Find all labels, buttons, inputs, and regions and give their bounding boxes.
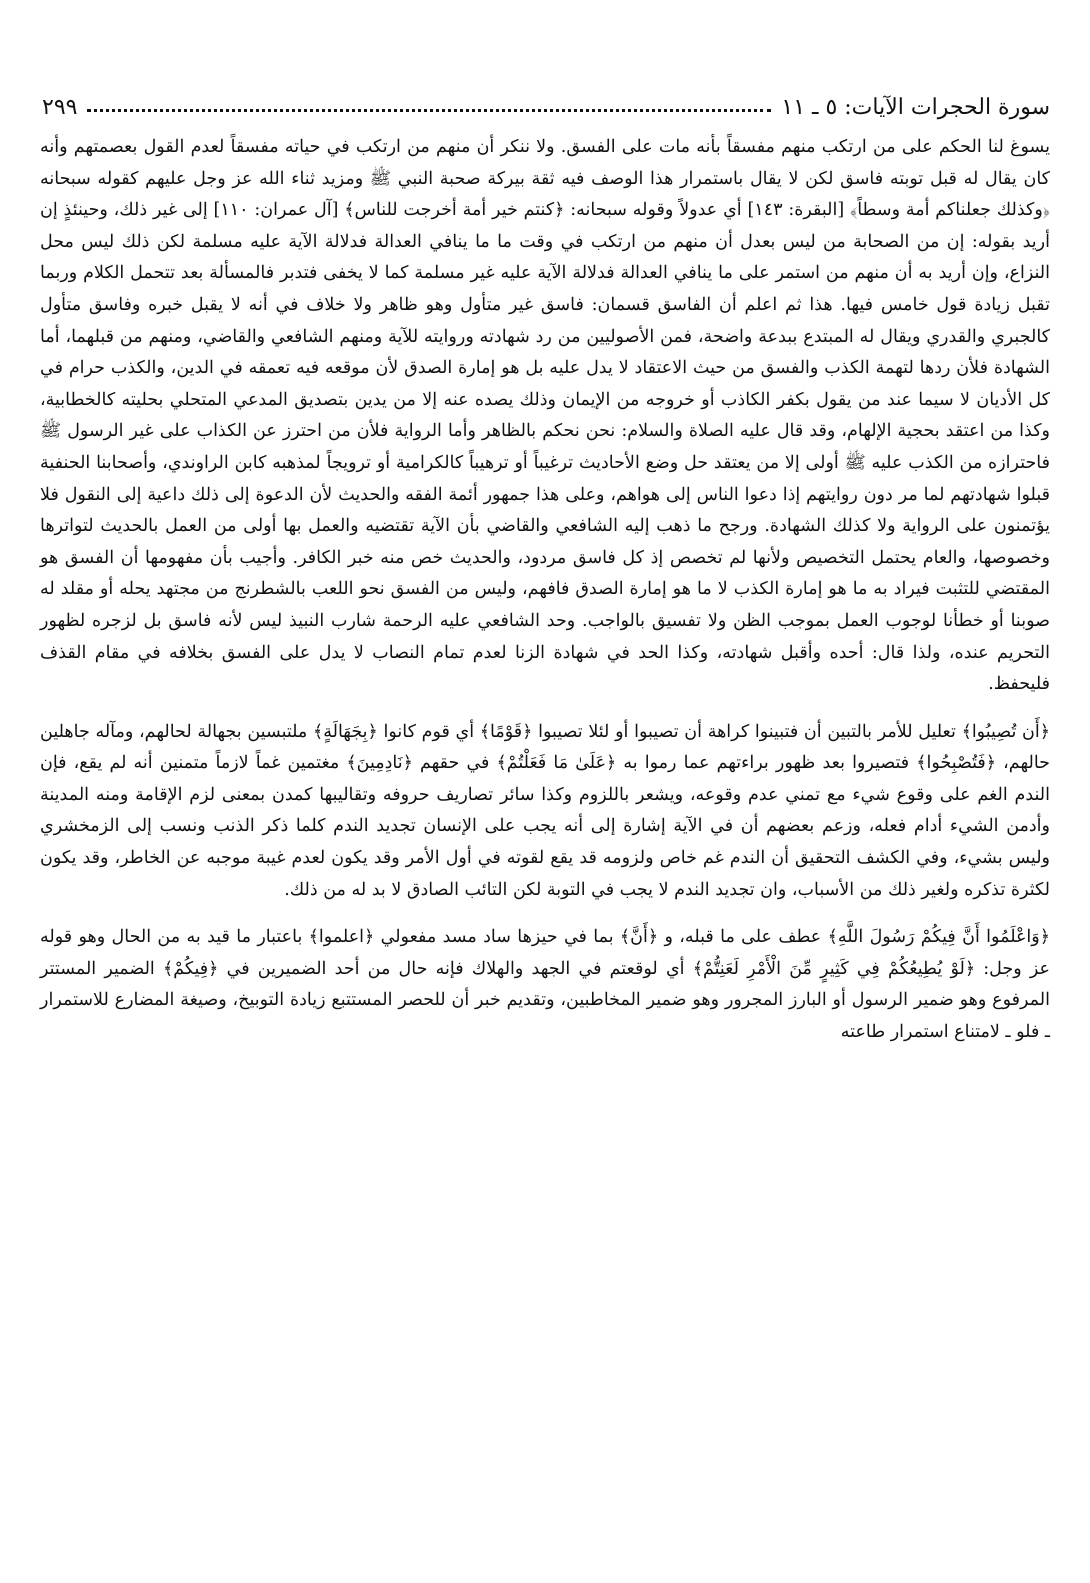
paragraph-commentary-3: ﴿وَاعْلَمُوا أَنَّ فِيكُمْ رَسُولَ اللَّهِ﴾ عطف على ما قبله، و ﴿أَنَّ﴾ بما في حيزها ساد مسد مفعولي ﴿اعلموا﴾ باعتبار ما قيد به من الحال وهو قوله عز وجل: ﴿لَوْ يُطِيعُكُمْ فِي كَثِيرٍ مِّنَ الْأَمْرِ لَعَنِتُّمْ﴾ أي لوقعتم في الجهد والهلاك فإنه حال من أحد الضميرين في ﴿فِيكُمْ﴾ الضمير المستتر المرفوع وهو ضمير الرسول أو البارز المجرور وهو ضمير المخاطبين، وتقديم خبر أن للحصر المستتبع زيادة التوبيخ، وصيغة المضارع للاستمرار ـ فلو ـ لامتناع استمرار طاعته: [40, 927, 1050, 1043]
header-title: سورة الحجرات الآيات: ٥ ـ ١١: [781, 95, 1050, 120]
paragraph-commentary-2: ﴿أَن تُصِيبُوا﴾ تعليل للأمر بالتبين أن فتبينوا كراهة أن تصيبوا أو لئلا تصيبوا ﴿قَوْمًا﴾ أي قوم كانوا ﴿بِجَهَالَةٍ﴾ ملتبسين بجهالة لحالهم، ومآله جاهلين حالهم، ﴿فَتُصْبِحُوا﴾ فتصيروا بعد ظهور براءتهم عما رموا به ﴿عَلَىٰ مَا فَعَلْتُمْ﴾ في حقهم ﴿نَادِمِينَ﴾ مغتمين غماً لازماً متمنين أنه لم يقع، فإن الندم الغم على وقوع شيء مع تمني عدم وقوعه، ويشعر باللزوم وكذا سائر تصاريف حروفه وتقاليبها كمدن بمعنى لزم الإقامة ومنه المدينة وأدمن الشيء أدام فعله، وزعم بعضهم أن في الآية إشارة إلى أنه يجب على الإنسان تجديد الندم كلما ذكر الذنب ونسب إلى الزمخشري وليس بشيء، وفي الكشف التحقيق أن الندم غم خاص ولزومه قد يقع لقوته في أول الأمر وقد يكون لعدم غيبة موجبه عن الخاطر، وقد يكون لكثرة تذكره ولغير ذلك من الأسباب، وان تجديد الندم لا يجب في التوبة لكن التائب الصادق لا بد له من ذلك.: [40, 721, 1050, 900]
page-number: ٢٩٩: [42, 95, 78, 120]
paragraph-commentary-1: يسوغ لنا الحكم على من ارتكب منهم مفسقاً بأنه مات على الفسق. ولا ننكر أن منهم من ارتكب في حياته مفسقاً لعدم القول بعصمتهم وأنه كان يقال له قبل توبته فاسق لكن لا يقال باستمرار هذا الوصف فيه ثقة بيركة صحبة النبي ﷺ ومزيد ثناء الله عز وجل عليهم كقوله سبحانه ﴿وكذلك جعلناكم أمة وسطاً﴾ [البقرة: ١٤٣] أي عدولاً وقوله سبحانه: ﴿كنتم خير أمة أخرجت للناس﴾ [آل عمران: ١١٠] إلى غير ذلك، وحينئذٍ إن أريد بقوله: إن من الصحابة من ليس بعدل أن منهم من ارتكب في وقت ما ما ينافي العدالة فدلالة الآية عليه مسلمة لكن ذلك ليس محل النزاع، وإن أريد به أن منهم من استمر على ما ينافي العدالة فدلالة الآية عليه غير مسلمة كما لا يخفى فتدبر فالمسألة بعد تتحمل الكلام وربما تقبل زيادة قول خامس فيها. هذا ثم اعلم أن الفاسق قسمان: فاسق غير متأول وهو ظاهر ولا خلاف في أنه لا يقبل خبره وفاسق متأول كالجبري والقدري ويقال له المبتدع ببدعة واضحة، فمن الأصوليين من رد شهادته وروايته للآية ومنهم الشافعي والقاضي، ومنهم من قبلهما، أما الشهادة فلأن ردها لتهمة الكذب والفسق من حيث الاعتقاد لا يدل عليه بل هو إمارة الصدق لأن موقعه فيه تعمقه في الدين، والكذب حرام في كل الأديان لا سيما عند من يقول بكفر الكاذب أو خروجه من الإيمان وذلك يصده عنه إلا من يدين بتصديق المدعي المتحلي بحليته كالخطابية، وكذا من اعتقد بحجية الإلهام، وقد قال عليه الصلاة والسلام: نحن نحكم بالظاهر وأما الرواية فلأن من احترز عن الكذاب على غير الرسول ﷺ فاحترازه من الكذب عليه ﷺ أولى إلا من يعتقد حل وضع الأحاديث ترغيباً أو ترهيباً كالكرامية أو ترويجاً لمذهبه كابن الراوندي، وأصحابنا الحنفية قبلوا شهادتهم لما مر دون روايتهم إذا دعوا الناس إلى هواهم، وعلى هذا جمهور أئمة الفقه والحديث لأن الدعوة إلى ذلك داعية إلى النقول فلا يؤتمنون على الرواية ولا كذلك الشهادة. ورجح ما ذهب إليه الشافعي والقاضي بأن الآية تقتضيه والعمل بها أولى من العمل بالحديث لتواترها وخصوصها، والعام يحتمل التخصيص ولأنها لم تخصص إذ كل فاسق مردود، والحديث خص منه خبر الكافر. وأجيب بأن مفهومها أن الفسق هو المقتضي للتثبت فيراد به ما هو إمارة الكذب لا ما هو إمارة الصدق فافهم، وليس من الفسق نحو اللعب بالشطرنج من مجتهد يحله أو مقلد له صوبنا أو خطأنا لوجوب العمل بموجب الظن ولا تفسيق بالواجب. وحد الشافعي عليه الرحمة شارب النبيذ ليس لأنه فاسق بل لزجره لظهور التحريم عنده، ولذا قال: أحده وأقبل شهادته، وكذا الحد في شهادة الزنا لعدم تمام النصاب لا يدل على الفسق بخلافه في مقام القذف فليحفظ.: [40, 137, 1051, 695]
running-header: [42, 86, 1050, 120]
text-body: [40, 132, 1050, 1049]
header-dotted-leader: [87, 109, 771, 112]
